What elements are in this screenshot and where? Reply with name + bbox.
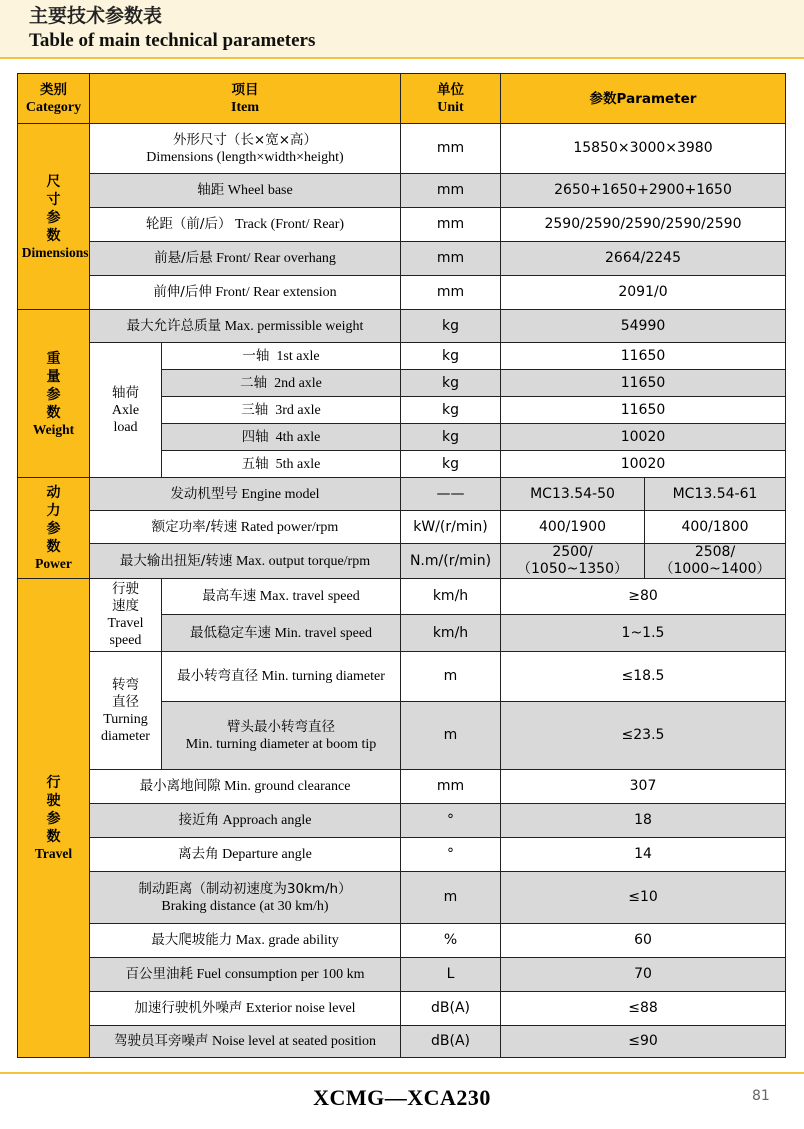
table-cell: ° (401, 838, 501, 872)
cell-text: 接近角 (178, 812, 219, 828)
cell-text: 最大输出扭矩/转速 (119, 552, 233, 569)
cell-text: 转弯直径 (112, 676, 139, 710)
cell-text: Power (35, 556, 72, 571)
cell-text: 加速行驶机外噪声 (134, 1000, 243, 1016)
cell-text: 二轴 (240, 374, 268, 391)
cell-text: 最大爬坡能力 (151, 932, 233, 948)
header-unit (401, 74, 501, 124)
table-cell: 400/1800 (645, 511, 786, 544)
table-cell: ≤10 (501, 872, 786, 924)
header-divider (0, 57, 804, 59)
table-cell (90, 838, 401, 872)
table-cell (90, 770, 401, 804)
cell-text: 行驶速度 (112, 581, 139, 614)
table-cell: 11650 (501, 343, 786, 370)
cell-text: Departure angle (222, 847, 312, 862)
page-title-en: Table of main technical parameters (29, 30, 316, 51)
cell-text: 重量参数 (46, 350, 61, 421)
category-travel (18, 579, 90, 1058)
cell-text: Item (231, 100, 259, 115)
cell-text: Max. output torque/rpm (235, 553, 371, 569)
table-cell: —— (401, 478, 501, 511)
table-header-row (18, 74, 786, 124)
table-cell: ≤88 (501, 992, 786, 1026)
table-cell: m (401, 702, 501, 770)
cell-text: 类别 (40, 82, 67, 98)
cell-text: 发动机型号 (170, 485, 238, 502)
cell-text: 四轴 (241, 428, 269, 445)
table-cell: N.m/(r/min) (401, 544, 501, 579)
table-cell: 10020 (501, 451, 786, 478)
table-cell: 2650+1650+2900+1650 (501, 174, 786, 208)
cell-text: 额定功率/转速 (151, 518, 238, 535)
table-cell: 2508/（1000~1400） (645, 544, 786, 579)
table-cell (90, 1026, 401, 1058)
category-power (18, 478, 90, 579)
cell-text: Dimensions (length×width×height) (146, 149, 344, 165)
table-cell: L (401, 958, 501, 992)
table-cell: 1~1.5 (501, 615, 786, 652)
table-cell (90, 242, 401, 276)
table-row (18, 208, 786, 242)
cell-text: Min. turning diameter at boom tip (185, 736, 377, 752)
travel-speed-group (90, 579, 162, 652)
axle-load-group (90, 343, 162, 478)
table-row (18, 124, 786, 174)
table-cell (90, 544, 401, 579)
table-cell: kg (401, 397, 501, 424)
table-cell: kW/(r/min) (401, 511, 501, 544)
table-row (18, 174, 786, 208)
table-cell (90, 174, 401, 208)
table-cell: 2590/2590/2590/2590/2590 (501, 208, 786, 242)
table-cell: ≤18.5 (501, 652, 786, 702)
cell-text: Front/ Rear extension (215, 285, 337, 300)
table-cell: km/h (401, 579, 501, 615)
cell-text: 轮距（前/后） (145, 216, 232, 232)
cell-text: Travel (34, 846, 73, 861)
cell-text: Exterior noise level (245, 1001, 356, 1016)
cell-text: 离去角 (178, 846, 219, 862)
table-cell: ≥80 (501, 579, 786, 615)
cell-text: Braking distance (at 30 km/h) (161, 898, 329, 914)
cell-text: Axle load (111, 402, 140, 435)
cell-text: 轴荷 (112, 384, 139, 401)
table-cell (162, 451, 401, 478)
table-cell (90, 511, 401, 544)
table-cell: kg (401, 424, 501, 451)
cell-text: 制动距离（制动初速度为30km/h） (138, 880, 352, 897)
table-cell: ≤90 (501, 1026, 786, 1058)
table-cell (162, 343, 401, 370)
category-weight (18, 310, 90, 478)
cell-text: 4th axle (275, 429, 321, 445)
cell-text: 驾驶员耳旁噪声 (113, 1033, 209, 1049)
table-cell: 10020 (501, 424, 786, 451)
header-category (18, 74, 90, 124)
cell-text: Min. turning diameter (261, 669, 385, 684)
cell-text: Unit (437, 100, 464, 115)
cell-text: 最高车速 (202, 588, 257, 604)
table-cell: MC13.54-61 (645, 478, 786, 511)
page-header (0, 0, 804, 57)
table-cell: 2500/（1050~1350） (501, 544, 645, 579)
spec-table (17, 73, 786, 1058)
table-cell (90, 208, 401, 242)
table-cell (162, 615, 401, 652)
table-row (18, 478, 786, 511)
cell-text: Max. grade ability (235, 933, 339, 948)
cell-text: Front/ Rear overhang (216, 251, 336, 266)
cell-text: 最低稳定车速 (189, 624, 271, 641)
cell-text: Travel speed (107, 616, 144, 648)
table-row (18, 872, 786, 924)
table-cell (90, 924, 401, 958)
table-row (18, 992, 786, 1026)
table-row (18, 838, 786, 872)
cell-text: 三轴 (241, 401, 269, 418)
table-row (18, 276, 786, 310)
cell-text: 项目 (231, 82, 259, 98)
page-title-zh: 主要技术参数表 (29, 5, 163, 27)
table-cell (162, 397, 401, 424)
table-row (18, 579, 786, 615)
table-cell (90, 804, 401, 838)
table-cell: kg (401, 343, 501, 370)
table-cell: 2091/0 (501, 276, 786, 310)
cell-text: Dimensions (21, 244, 89, 260)
table-row (18, 242, 786, 276)
table-cell: mm (401, 276, 501, 310)
cell-text: 最大允许总质量 (126, 317, 222, 334)
table-cell: 14 (501, 838, 786, 872)
table-cell: 15850×3000×3980 (501, 124, 786, 174)
cell-text: 最小离地间隙 (139, 778, 221, 794)
table-cell (90, 478, 401, 511)
cell-text: Rated power/rpm (240, 519, 339, 535)
table-cell: 11650 (501, 397, 786, 424)
cell-text: Engine model (241, 486, 320, 502)
table-cell (162, 370, 401, 397)
cell-text: 2nd axle (274, 375, 322, 391)
cell-text: Weight (32, 421, 75, 437)
footer-divider (0, 1072, 804, 1074)
table-cell (162, 579, 401, 615)
table-cell: ≤23.5 (501, 702, 786, 770)
cell-text: Min. travel speed (274, 625, 373, 641)
cell-text: 一轴 (242, 347, 270, 364)
cell-text: 轴距 (197, 182, 225, 198)
cell-text: Turning diameter (101, 711, 150, 744)
table-row (18, 652, 786, 702)
cell-text: 尺寸参数 (46, 173, 61, 244)
cell-text: 参数Parameter (589, 90, 697, 107)
table-cell (162, 702, 401, 770)
table-cell: kg (401, 370, 501, 397)
table-cell: m (401, 872, 501, 924)
table-cell: mm (401, 242, 501, 276)
cell-text: 3rd axle (275, 402, 321, 418)
header-parameter (501, 74, 786, 124)
cell-text: 单位 (437, 82, 464, 98)
table-cell: mm (401, 174, 501, 208)
table-cell: 60 (501, 924, 786, 958)
category-dimensions (18, 124, 90, 310)
table-cell (162, 652, 401, 702)
table-cell: mm (401, 770, 501, 804)
table-row (18, 924, 786, 958)
table-cell: 11650 (501, 370, 786, 397)
footer-title: XCMG—XCA230 (313, 1085, 491, 1110)
table-cell: MC13.54-50 (501, 478, 645, 511)
table-cell: % (401, 924, 501, 958)
table-cell (162, 424, 401, 451)
table-cell: 18 (501, 804, 786, 838)
table-row (18, 511, 786, 544)
table-cell (90, 310, 401, 343)
table-cell: m (401, 652, 501, 702)
table-row (18, 343, 786, 370)
cell-text: 前伸/后伸 (153, 284, 212, 300)
cell-text: Fuel consumption per 100 km (196, 967, 365, 982)
table-row (18, 544, 786, 579)
table-cell: 54990 (501, 310, 786, 343)
cell-text: 外形尺寸（长×宽×高） (172, 131, 318, 148)
table-cell: kg (401, 451, 501, 478)
table-row (18, 770, 786, 804)
table-cell: 307 (501, 770, 786, 804)
table-cell: ° (401, 804, 501, 838)
cell-text: 五轴 (241, 455, 269, 472)
cell-text: Max. permissible weight (224, 318, 364, 334)
page-number: 81 (752, 1088, 770, 1104)
cell-text: 百公里油耗 (125, 966, 193, 982)
cell-text: 1st axle (276, 348, 320, 364)
cell-text: 臂头最小转弯直径 (227, 718, 335, 735)
table-row (18, 958, 786, 992)
table-cell: 70 (501, 958, 786, 992)
table-row (18, 804, 786, 838)
table-cell (90, 958, 401, 992)
table-cell: dB(A) (401, 992, 501, 1026)
table-row (18, 1026, 786, 1058)
table-cell: dB(A) (401, 1026, 501, 1058)
cell-text: Wheel base (227, 183, 293, 198)
table-cell: kg (401, 310, 501, 343)
header-item (90, 74, 401, 124)
table-cell (90, 992, 401, 1026)
table-cell: mm (401, 124, 501, 174)
cell-text: 行驶参数 (46, 775, 61, 845)
turning-diameter-group (90, 652, 162, 770)
table-cell: km/h (401, 615, 501, 652)
table-cell (90, 124, 401, 174)
table-cell: mm (401, 208, 501, 242)
cell-text: 5th axle (275, 456, 321, 472)
cell-text: Max. travel speed (259, 589, 360, 604)
cell-text: Track (Front/ Rear) (234, 217, 345, 232)
cell-text: Noise level at seated position (211, 1034, 377, 1049)
cell-text: 最小转弯直径 (177, 668, 259, 684)
table-cell (90, 276, 401, 310)
table-row (18, 310, 786, 343)
table-cell: 400/1900 (501, 511, 645, 544)
cell-text: 前悬/后悬 (154, 250, 213, 266)
cell-text: 动力参数 (46, 485, 61, 555)
cell-text: Approach angle (222, 813, 312, 828)
table-cell (90, 872, 401, 924)
table-cell: 2664/2245 (501, 242, 786, 276)
cell-text: Min. ground clearance (224, 779, 351, 794)
cell-text: Category (25, 100, 82, 115)
